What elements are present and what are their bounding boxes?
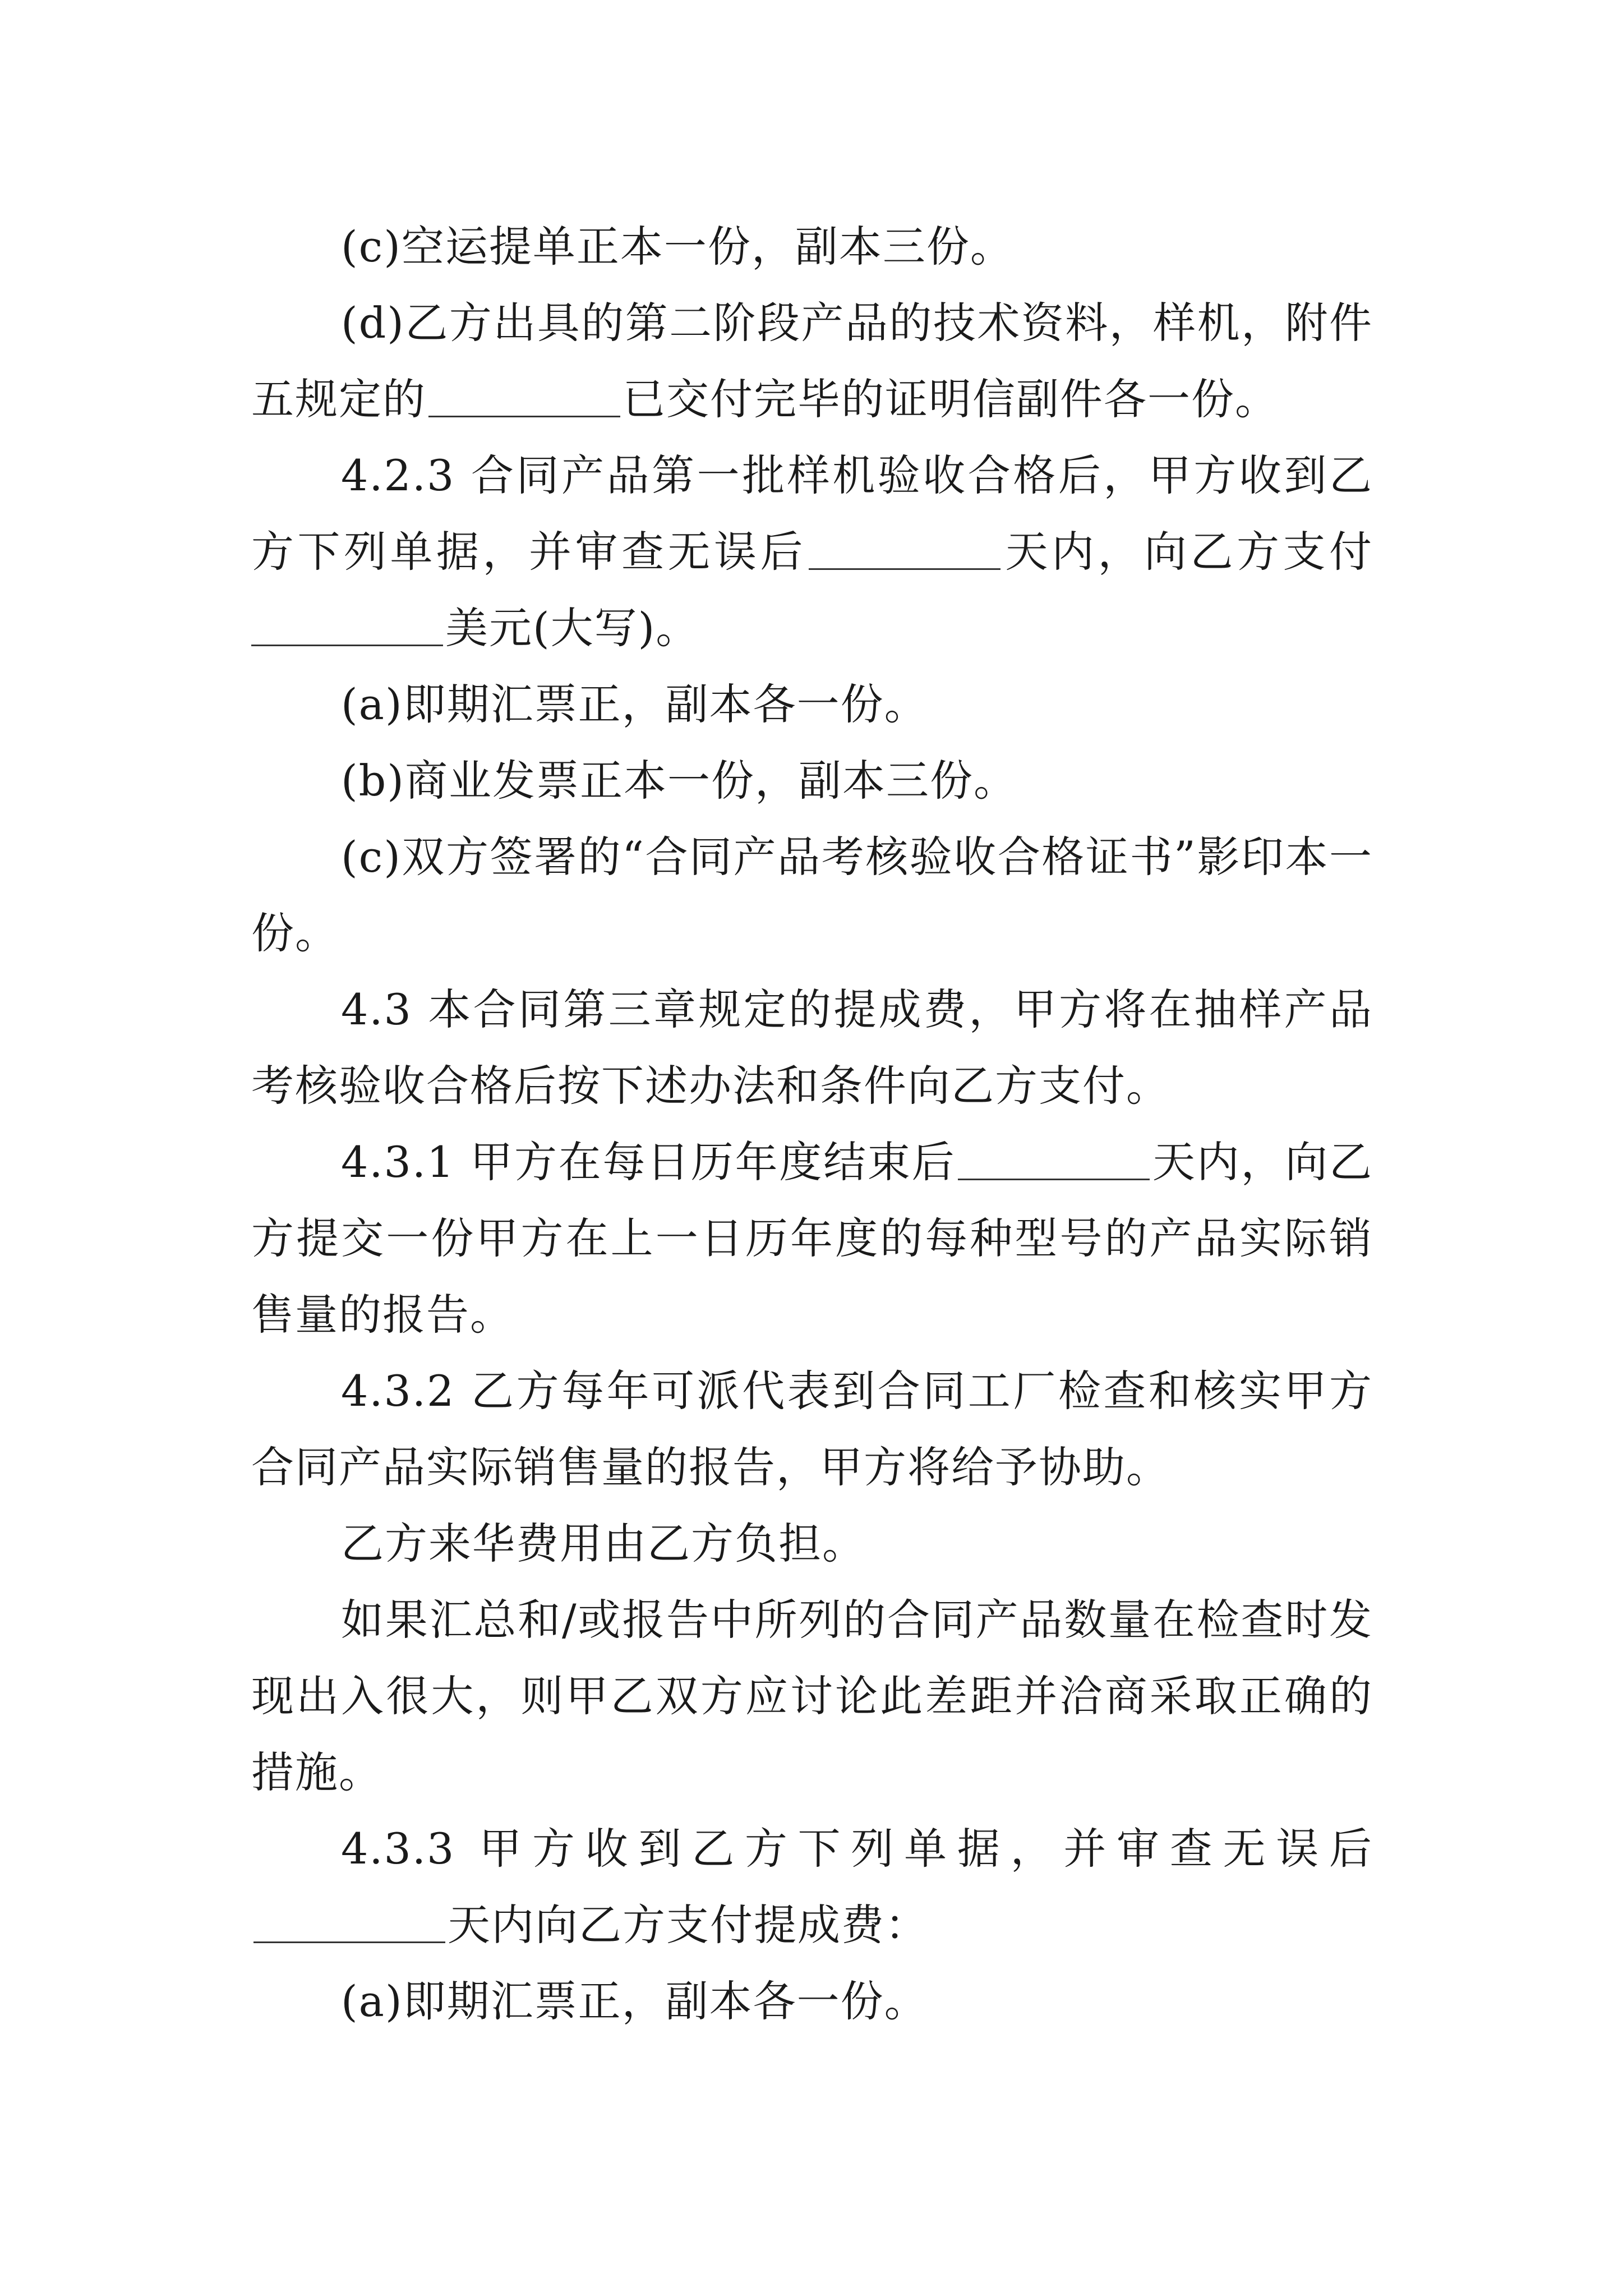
paragraph-text: 4.3.2 乙方每年可派代表到合同工厂检查和核实甲方合同产品实际销售量的报告，甲方将给予协助。 xyxy=(251,1366,1373,1492)
paragraph-text: (b)商业发票正本一份，副本三份。 xyxy=(341,756,1017,806)
paragraph-4-3-1 xyxy=(251,1124,1373,1353)
paragraph-d-technical-data xyxy=(251,285,1373,438)
blank-line xyxy=(958,1136,1150,1180)
paragraph-travel-expenses xyxy=(251,1506,1373,1582)
blank-line xyxy=(809,526,1000,570)
blank-line xyxy=(428,373,620,417)
paragraph-text: (d)乙方出具的第二阶段产品的技术资料，样机，附件五规定的 xyxy=(251,298,1373,424)
paragraph-c-acceptance-certificate xyxy=(251,819,1373,972)
paragraph-a-bill-of-exchange xyxy=(251,666,1373,743)
blank-line xyxy=(251,602,443,646)
paragraph-b-commercial-invoice xyxy=(251,743,1373,819)
paragraph-text: 4.3 本合同第三章规定的提成费，甲方将在抽样产品考核验收合格后按下述办法和条件向乙方支付。 xyxy=(251,984,1373,1111)
paragraph-text: 天内，向乙方支付 xyxy=(1003,527,1373,577)
paragraph-text: 乙方来华费用由乙方负担。 xyxy=(341,1519,866,1568)
paragraph-4-3 xyxy=(251,972,1373,1124)
paragraph-discrepancy xyxy=(251,1582,1373,1811)
paragraph-4-2-3 xyxy=(251,438,1373,666)
paragraph-4-3-2 xyxy=(251,1353,1373,1506)
blank-line xyxy=(253,1899,445,1943)
paragraph-a-bill-of-exchange-2 xyxy=(251,1963,1373,2040)
paragraph-text: (a)即期汇票正，副本各一份。 xyxy=(341,679,928,729)
paragraph-text: 天内，向乙方提交一份甲方在上一日历年度的每种型号的产品实际销售量的报告。 xyxy=(251,1137,1373,1340)
paragraph-text: 美元(大写)。 xyxy=(445,603,700,653)
paragraph-text: (c)双方签署的“合同产品考核验收合格证书”影印本一份。 xyxy=(251,832,1373,958)
paragraph-text: (a)即期汇票正，副本各一份。 xyxy=(341,1976,928,2026)
paragraph-text: 如果汇总和/或报告中所列的合同产品数量在检查时发现出入很大，则甲乙双方应讨论此差距并洽商采取正确的措施。 xyxy=(251,1595,1373,1797)
paragraph-text: 天内向乙方支付提成费： xyxy=(448,1900,929,1950)
paragraph-text: (c)空运提单正本一份，副本三份。 xyxy=(341,222,1014,272)
paragraph-text: 4.3.3 甲方收到乙方下列单据，并审查无误后 xyxy=(341,1824,1373,1874)
paragraph-text: 已交付完毕的证明信副件各一份。 xyxy=(623,374,1279,424)
paragraph-4-3-3 xyxy=(251,1811,1373,1963)
paragraph-c-airway-bill xyxy=(251,209,1373,285)
document-body xyxy=(251,209,1373,2040)
paragraph-text: 4.3.1 甲方在每日历年度结束后 xyxy=(341,1137,956,1187)
paragraph-text: 4.2.3 合同产品第一批样机验收合格后，甲方收到乙方下列单据，并审查无误后 xyxy=(251,450,1373,577)
